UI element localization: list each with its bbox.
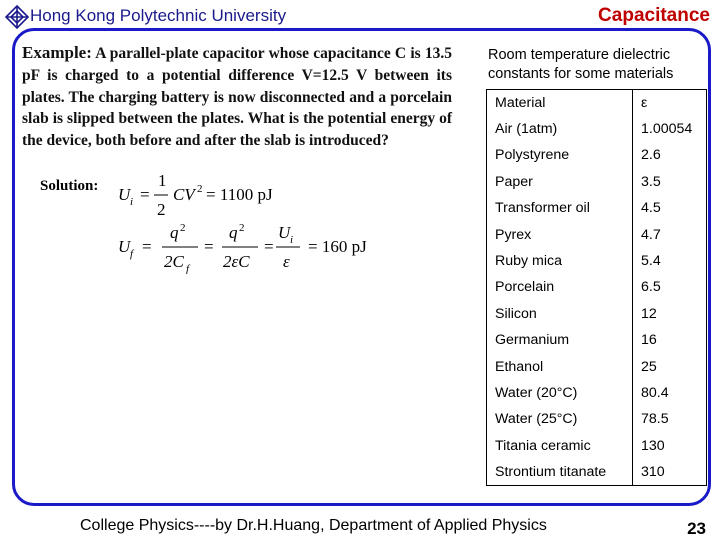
dielectric-constant-cell: 310: [633, 459, 707, 485]
material-cell: Paper: [487, 169, 633, 195]
eq2-num2: q: [229, 223, 238, 242]
table-row: [487, 195, 707, 221]
eq2-den1: 2C: [164, 252, 184, 271]
table-row: [487, 116, 707, 142]
university-name: Hong Kong Polytechnic University: [30, 6, 287, 25]
table-row: [487, 433, 707, 459]
dielectric-constant-cell: 130: [633, 433, 707, 459]
eq2-num1: q: [170, 223, 179, 242]
eq1-lhs: U: [118, 185, 131, 204]
material-cell: Water (20°C): [487, 380, 633, 406]
dielectric-constant-cell: 12: [633, 301, 707, 327]
eq2-exp2: 2: [239, 222, 245, 234]
dielectric-constant-cell: 16: [633, 327, 707, 353]
table-row: [487, 301, 707, 327]
material-cell: Titania ceramic: [487, 433, 633, 459]
table-row: [487, 353, 707, 379]
eq1-lhs-sub: i: [130, 196, 134, 208]
table-row: [487, 169, 707, 195]
page-number: 23: [687, 519, 706, 538]
material-cell: Ruby mica: [487, 248, 633, 274]
eq1-rest: CV: [173, 185, 195, 204]
eq2-exp1: 2: [180, 222, 186, 234]
material-cell: Germanium: [487, 327, 633, 353]
equation-initial-energy: [118, 172, 318, 220]
footer-credit: College Physics----by Dr.H.Huang, Department of Applied Physics: [80, 517, 547, 534]
eq1-den: 2: [157, 200, 166, 219]
material-cell: Silicon: [487, 301, 633, 327]
table-row: [487, 142, 707, 168]
eq1-exp: 2: [197, 183, 203, 195]
eq2-lhs-sub: f: [130, 248, 134, 260]
eq1-num: 1: [158, 172, 167, 190]
material-cell: Pyrex: [487, 221, 633, 247]
material-cell: Water (25°C): [487, 406, 633, 432]
eq2-num3: U: [278, 223, 291, 242]
eq1-result: = 1100 pJ: [206, 185, 273, 204]
table-row: [487, 274, 707, 300]
material-cell: Porcelain: [487, 274, 633, 300]
equation-final-energy: [118, 222, 378, 274]
dielectric-constant-cell: 1.00054: [633, 116, 707, 142]
dielectric-constant-cell: ε: [633, 90, 707, 116]
svg-text:=: =: [264, 237, 274, 256]
svg-text:=: =: [140, 185, 150, 204]
example-label: Example:: [22, 43, 92, 62]
material-cell: Polystyrene: [487, 142, 633, 168]
dielectric-constant-cell: 5.4: [633, 248, 707, 274]
example-problem: [22, 42, 452, 152]
example-text: A parallel-plate capacitor whose capacitance C is 13.5 pF is charged to a potential difference V=12.5 V between its plates. The charging battery is now disconnected and a porcelain slab is slipped between the plates. What is the potential energy of the device, both before and after the slab is introduced?: [22, 45, 452, 150]
svg-text:=: =: [204, 237, 214, 256]
dielectric-constant-cell: 6.5: [633, 274, 707, 300]
table-row: [487, 327, 707, 353]
table-row: [487, 248, 707, 274]
material-cell: Air (1atm): [487, 116, 633, 142]
solution-label: Solution:: [40, 178, 99, 194]
table-header-row: [487, 90, 707, 116]
table-row: [487, 459, 707, 485]
eq2-den3: ε: [283, 252, 290, 271]
eq2-result: = 160 pJ: [308, 237, 367, 256]
material-cell: Transformer oil: [487, 195, 633, 221]
eq2-lhs: U: [118, 237, 131, 256]
dielectric-constant-cell: 25: [633, 353, 707, 379]
table-intro: Room temperature dielectric constants for some materials: [488, 47, 674, 82]
university-logo-icon: [4, 4, 30, 30]
dielectric-constant-cell: 2.6: [633, 142, 707, 168]
material-cell: Strontium titanate: [487, 459, 633, 485]
dielectric-constant-cell: 78.5: [633, 406, 707, 432]
dielectric-constant-cell: 80.4: [633, 380, 707, 406]
dielectric-constant-cell: 3.5: [633, 169, 707, 195]
svg-text:=: =: [142, 237, 152, 256]
table-row: [487, 221, 707, 247]
eq2-num3-sub: i: [290, 234, 294, 246]
material-cell: Material: [487, 90, 633, 116]
eq2-den2: 2εC: [223, 252, 250, 271]
table-row: [487, 406, 707, 432]
slide-title: Capacitance: [598, 5, 710, 26]
dielectric-constant-cell: 4.5: [633, 195, 707, 221]
material-cell: Ethanol: [487, 353, 633, 379]
dielectric-constants-table: [486, 89, 707, 486]
dielectric-constant-cell: 4.7: [633, 221, 707, 247]
eq2-den1-sub: f: [186, 263, 190, 274]
table-row: [487, 380, 707, 406]
